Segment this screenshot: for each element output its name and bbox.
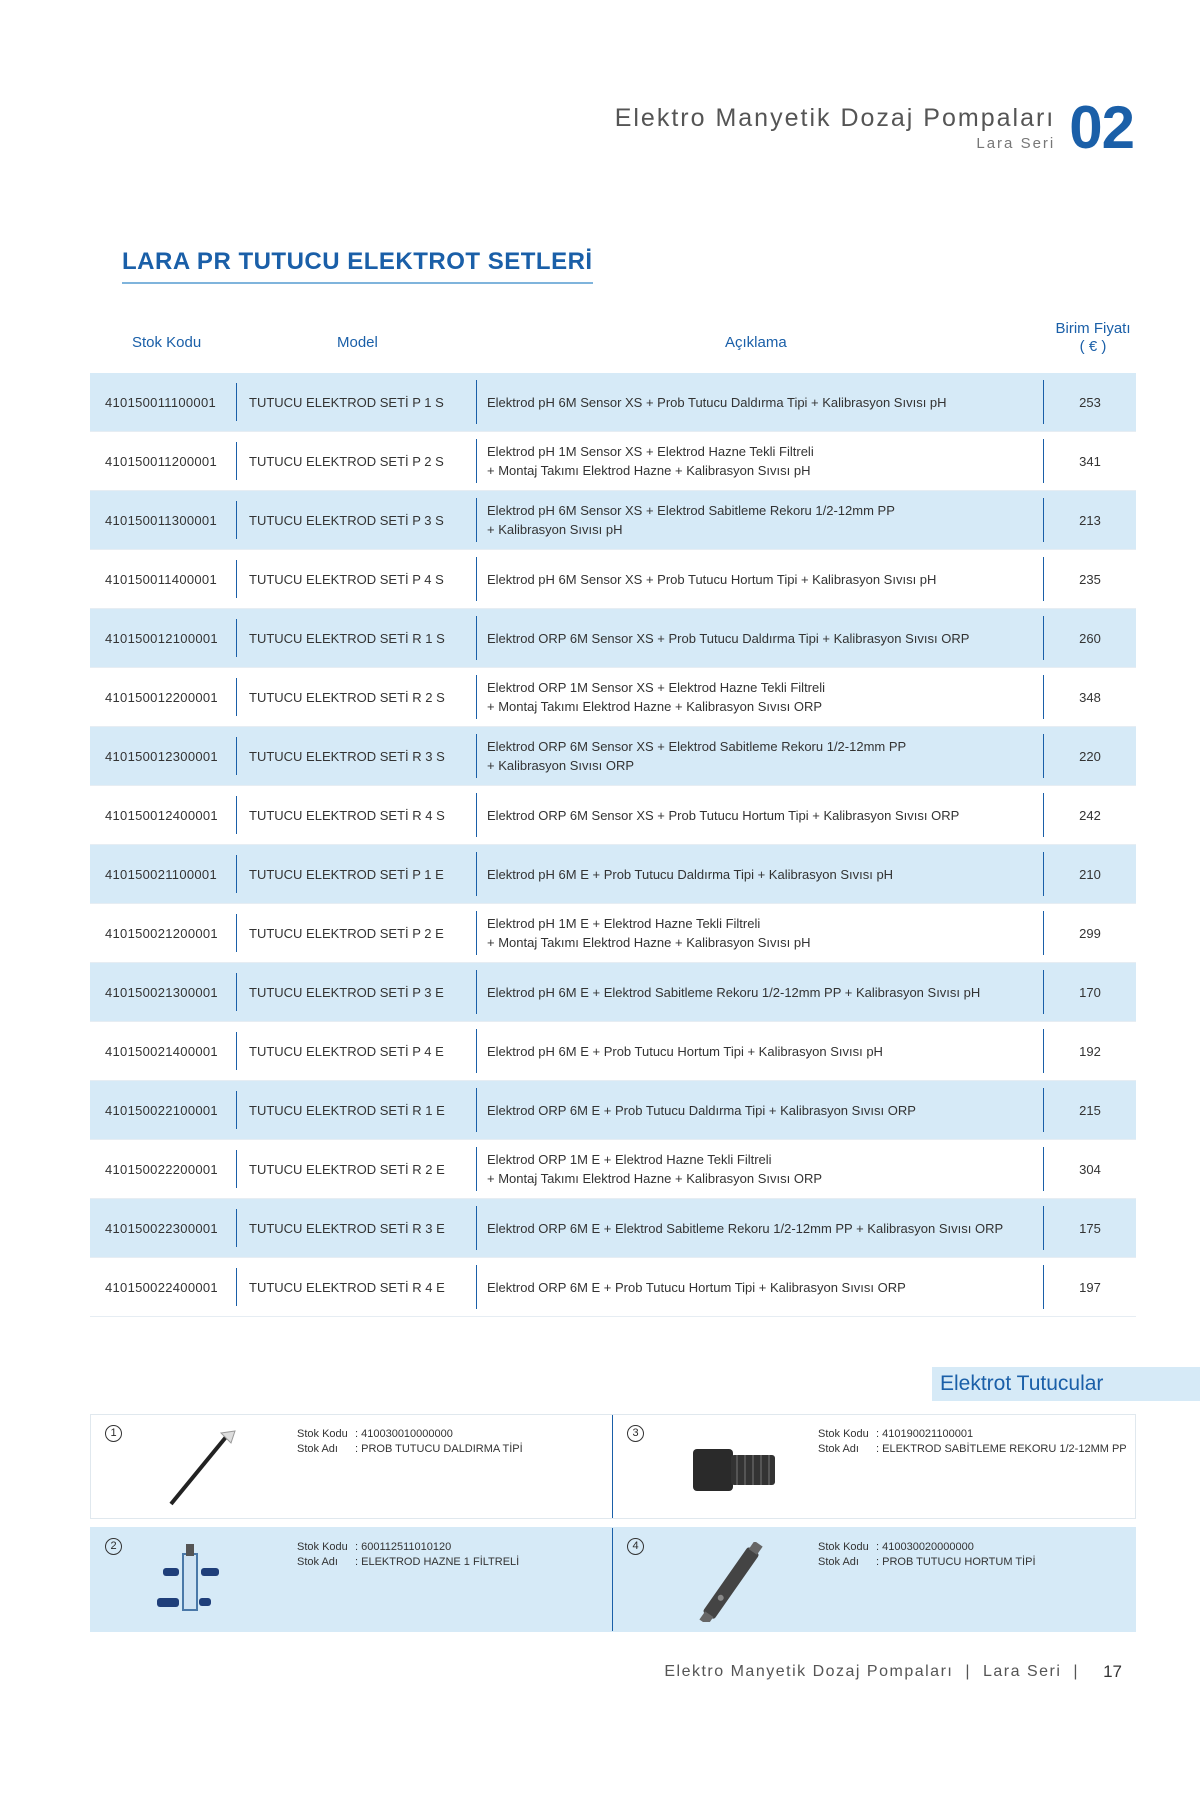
- stok-value: : 600112511010120: [355, 1541, 452, 1553]
- header-subtitle: Lara Seri: [976, 135, 1056, 152]
- table-row: [90, 373, 1136, 432]
- desc-line-1: Elektrod ORP 6M E + Prob Tutucu Hortum Tipi + Kalibrasyon Sıvısı ORP: [487, 1279, 906, 1295]
- cell-stok-kodu: 410150021300001: [105, 984, 218, 1000]
- stok-value: : 410030010000000: [355, 1428, 453, 1440]
- cell-stok-kodu: 410150012300001: [105, 748, 218, 764]
- table-row: [90, 550, 1136, 609]
- desc-line-2: + Montaj Takımı Elektrod Hazne + Kalibrasyon Sıvısı ORP: [487, 699, 823, 714]
- header-aciklama: Açıklama: [725, 334, 787, 351]
- footer-series: Lara Seri: [983, 1663, 1062, 1680]
- table-row: [90, 963, 1136, 1022]
- chamber-icon: [151, 1542, 271, 1622]
- cell-stok-kodu: 410150012400001: [105, 807, 218, 823]
- table-row: [90, 1140, 1136, 1199]
- cell-stok-kodu: 410150012200001: [105, 689, 218, 705]
- cell-stok-kodu: 410150012100001: [105, 630, 218, 646]
- desc-line-1: Elektrod pH 6M E + Elektrod Sabitleme Rekoru 1/2-12mm PP + Kalibrasyon Sıvısı pH: [487, 984, 981, 1000]
- cell-aciklama: [476, 970, 1043, 1014]
- cell-birim-fiyati: 197: [1043, 1265, 1136, 1309]
- desc-line-1: Elektrod ORP 1M Sensor XS + Elektrod Hazne Tekli Filtreli: [487, 680, 826, 695]
- cell-aciklama: [476, 380, 1043, 424]
- header-birim-fiyati: [1048, 320, 1138, 356]
- ad-label: Stok Adı: [818, 1443, 859, 1455]
- cell-aciklama: [476, 557, 1043, 601]
- header-text: [615, 104, 1056, 152]
- holder-item: [613, 1415, 1135, 1518]
- ad-value: : ELEKTROD HAZNE 1 FİLTRELİ: [355, 1556, 520, 1568]
- item-number: 3: [627, 1425, 644, 1442]
- stok-value: : 410190021100001: [876, 1428, 974, 1440]
- cell-stok-kodu: 410150021200001: [105, 925, 218, 941]
- stok-value: : 410030020000000: [876, 1541, 974, 1553]
- header-stok-kodu: Stok Kodu: [132, 334, 202, 351]
- holders-title: Elektrot Tutucular: [932, 1367, 1200, 1401]
- cell-model: TUTUCU ELEKTROD SETİ R 3 E: [236, 1209, 476, 1247]
- cell-birim-fiyati: 260: [1043, 616, 1136, 660]
- cell-model: TUTUCU ELEKTROD SETİ P 3 E: [236, 973, 476, 1011]
- table-row: [90, 491, 1136, 550]
- item-number: 4: [627, 1538, 644, 1555]
- cell-aciklama: [476, 793, 1043, 837]
- cell-stok-kodu: 410150022100001: [105, 1102, 218, 1118]
- cell-birim-fiyati: 215: [1043, 1088, 1136, 1132]
- header-fiyat-line2: ( € ): [1079, 338, 1107, 355]
- footer-title: Elektro Manyetik Dozaj Pompaları: [664, 1663, 954, 1680]
- cell-aciklama: [476, 1147, 1043, 1191]
- stok-label: Stok Kodu: [297, 1428, 348, 1440]
- cell-stok-kodu: 410150021400001: [105, 1043, 218, 1059]
- cell-stok-kodu: 410150011400001: [105, 571, 217, 587]
- holders-grid: [90, 1414, 1136, 1640]
- desc-line-2: + Montaj Takımı Elektrod Hazne + Kalibrasyon Sıvısı pH: [487, 463, 811, 478]
- page-number: 17: [1103, 1662, 1122, 1681]
- holder-item: [91, 1528, 613, 1631]
- cell-model: TUTUCU ELEKTROD SETİ P 4 E: [236, 1032, 476, 1070]
- desc-line-1: Elektrod pH 6M Sensor XS + Elektrod Sabitleme Rekoru 1/2-12mm PP: [487, 503, 895, 518]
- stok-label: Stok Kodu: [818, 1428, 869, 1440]
- ad-label: Stok Adı: [297, 1556, 338, 1568]
- cell-birim-fiyati: 235: [1043, 557, 1136, 601]
- desc-line-1: Elektrod ORP 6M E + Elektrod Sabitleme Rekoru 1/2-12mm PP + Kalibrasyon Sıvısı ORP: [487, 1220, 1004, 1236]
- desc-line-1: Elektrod ORP 6M Sensor XS + Prob Tutucu Hortum Tipi + Kalibrasyon Sıvısı ORP: [487, 807, 960, 823]
- dip-probe-icon: [151, 1429, 271, 1509]
- cell-stok-kodu: 410150011200001: [105, 453, 217, 469]
- item-info: [297, 1540, 519, 1570]
- cell-birim-fiyati: 210: [1043, 852, 1136, 896]
- cell-stok-kodu: 410150021100001: [105, 866, 217, 882]
- cell-model: TUTUCU ELEKTROD SETİ R 2 S: [236, 678, 476, 716]
- chapter-number: 02: [1069, 94, 1134, 161]
- table-row: [90, 609, 1136, 668]
- cell-model: TUTUCU ELEKTROD SETİ R 1 E: [236, 1091, 476, 1129]
- cell-model: TUTUCU ELEKTROD SETİ P 1 E: [236, 855, 476, 893]
- desc-line-2: + Kalibrasyon Sıvısı pH: [487, 522, 623, 537]
- cell-birim-fiyati: 299: [1043, 911, 1136, 955]
- item-info: [818, 1540, 1036, 1570]
- cell-model: TUTUCU ELEKTROD SETİ R 1 S: [236, 619, 476, 657]
- cell-birim-fiyati: 175: [1043, 1206, 1136, 1250]
- cell-aciklama: [476, 1206, 1043, 1250]
- cell-model: TUTUCU ELEKTROD SETİ R 4 S: [236, 796, 476, 834]
- header-model: Model: [337, 334, 378, 351]
- cell-stok-kodu: 410150022400001: [105, 1279, 218, 1295]
- fitting-icon: [673, 1429, 793, 1509]
- cell-aciklama: [476, 1088, 1043, 1132]
- stok-label: Stok Kodu: [818, 1541, 869, 1553]
- cell-birim-fiyati: 304: [1043, 1147, 1136, 1191]
- desc-line-2: + Montaj Takımı Elektrod Hazne + Kalibrasyon Sıvısı pH: [487, 935, 811, 950]
- table-row: [90, 904, 1136, 963]
- ad-label: Stok Adı: [818, 1556, 859, 1568]
- cell-birim-fiyati: 192: [1043, 1029, 1136, 1073]
- cell-birim-fiyati: 253: [1043, 380, 1136, 424]
- table-row: [90, 432, 1136, 491]
- desc-line-1: Elektrod ORP 6M Sensor XS + Prob Tutucu Daldırma Tipi + Kalibrasyon Sıvısı ORP: [487, 630, 970, 646]
- cell-model: TUTUCU ELEKTROD SETİ P 4 S: [236, 560, 476, 598]
- desc-line-2: + Kalibrasyon Sıvısı ORP: [487, 758, 635, 773]
- item-info: [818, 1427, 1127, 1457]
- table-row: [90, 1258, 1136, 1317]
- cell-birim-fiyati: 213: [1043, 498, 1136, 542]
- cell-aciklama: [476, 734, 1043, 778]
- product-table: [90, 373, 1136, 1317]
- cell-birim-fiyati: 348: [1043, 675, 1136, 719]
- footer-separator: |: [1073, 1663, 1080, 1680]
- cell-model: TUTUCU ELEKTROD SETİ P 3 S: [236, 501, 476, 539]
- header-fiyat-line1: Birim Fiyatı: [1055, 320, 1131, 337]
- cell-aciklama: [476, 1029, 1043, 1073]
- cell-model: TUTUCU ELEKTROD SETİ R 4 E: [236, 1268, 476, 1306]
- hose-holder-icon: [673, 1542, 793, 1622]
- desc-line-1: Elektrod ORP 6M E + Prob Tutucu Daldırma Tipi + Kalibrasyon Sıvısı ORP: [487, 1102, 916, 1118]
- cell-aciklama: [476, 675, 1043, 719]
- desc-line-1: Elektrod pH 6M Sensor XS + Prob Tutucu Hortum Tipi + Kalibrasyon Sıvısı pH: [487, 571, 937, 587]
- cell-stok-kodu: 410150022200001: [105, 1161, 218, 1177]
- table-row: [90, 727, 1136, 786]
- cell-model: TUTUCU ELEKTROD SETİ R 3 S: [236, 737, 476, 775]
- desc-line-1: Elektrod pH 1M E + Elektrod Hazne Tekli Filtreli: [487, 916, 761, 931]
- cell-birim-fiyati: 220: [1043, 734, 1136, 778]
- holder-item: [91, 1415, 613, 1518]
- page-header: [614, 94, 1134, 161]
- item-info: [297, 1427, 523, 1457]
- cell-aciklama: [476, 498, 1043, 542]
- desc-line-1: Elektrod pH 6M E + Prob Tutucu Daldırma Tipi + Kalibrasyon Sıvısı pH: [487, 866, 894, 882]
- item-number: 2: [105, 1538, 122, 1555]
- table-row: [90, 668, 1136, 727]
- cell-birim-fiyati: 341: [1043, 439, 1136, 483]
- desc-line-2: + Montaj Takımı Elektrod Hazne + Kalibrasyon Sıvısı ORP: [487, 1171, 823, 1186]
- header-title: Elektro Manyetik Dozaj Pompaları: [614, 104, 1056, 132]
- cell-aciklama: [476, 616, 1043, 660]
- table-row: [90, 1022, 1136, 1081]
- cell-birim-fiyati: 170: [1043, 970, 1136, 1014]
- ad-value: : PROB TUTUCU DALDIRMA TİPİ: [355, 1443, 523, 1455]
- cell-model: TUTUCU ELEKTROD SETİ P 2 E: [236, 914, 476, 952]
- desc-line-1: Elektrod pH 1M Sensor XS + Elektrod Hazne Tekli Filtreli: [487, 444, 814, 459]
- cell-stok-kodu: 410150011300001: [105, 512, 217, 528]
- table-row: [90, 1081, 1136, 1140]
- holders-row: [90, 1527, 1136, 1632]
- holder-item: [613, 1528, 1135, 1631]
- cell-model: TUTUCU ELEKTROD SETİ P 1 S: [236, 383, 476, 421]
- section-title: LARA PR TUTUCU ELEKTROT SETLERİ: [122, 248, 593, 284]
- cell-aciklama: [476, 852, 1043, 896]
- cell-model: TUTUCU ELEKTROD SETİ R 2 E: [236, 1150, 476, 1188]
- ad-label: Stok Adı: [297, 1443, 338, 1455]
- ad-value: : ELEKTROD SABİTLEME REKORU 1/2-12MM PP: [876, 1443, 1127, 1455]
- cell-aciklama: [476, 911, 1043, 955]
- page-footer: [664, 1662, 1122, 1682]
- desc-line-1: Elektrod pH 6M E + Prob Tutucu Hortum Tipi + Kalibrasyon Sıvısı pH: [487, 1043, 883, 1059]
- item-number: 1: [105, 1425, 122, 1442]
- stok-label: Stok Kodu: [297, 1541, 348, 1553]
- desc-line-1: Elektrod ORP 6M Sensor XS + Elektrod Sabitleme Rekoru 1/2-12mm PP: [487, 739, 907, 754]
- cell-stok-kodu: 410150011100001: [105, 394, 217, 410]
- cell-stok-kodu: 410150022300001: [105, 1220, 218, 1236]
- table-row: [90, 1199, 1136, 1258]
- cell-aciklama: [476, 439, 1043, 483]
- table-row: [90, 786, 1136, 845]
- ad-value: : PROB TUTUCU HORTUM TİPİ: [876, 1556, 1036, 1568]
- desc-line-1: Elektrod pH 6M Sensor XS + Prob Tutucu Daldırma Tipi + Kalibrasyon Sıvısı pH: [487, 394, 947, 410]
- cell-aciklama: [476, 1265, 1043, 1309]
- desc-line-1: Elektrod ORP 1M E + Elektrod Hazne Tekli Filtreli: [487, 1152, 772, 1167]
- table-header: [90, 318, 1136, 358]
- cell-birim-fiyati: 242: [1043, 793, 1136, 837]
- table-row: [90, 845, 1136, 904]
- footer-separator: |: [965, 1663, 971, 1680]
- holders-row: [90, 1414, 1136, 1519]
- cell-model: TUTUCU ELEKTROD SETİ P 2 S: [236, 442, 476, 480]
